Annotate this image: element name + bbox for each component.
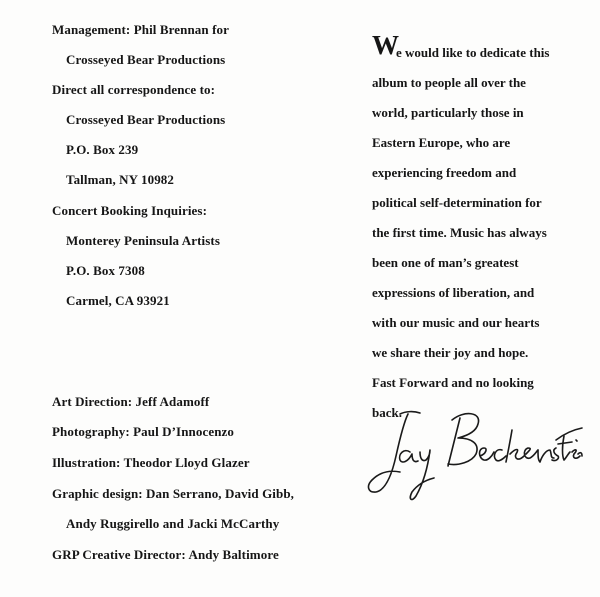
dedication-line: Fast Forward and no looking (372, 375, 534, 390)
dedication-line: the first time. Music has always (372, 225, 547, 240)
correspondence-heading: Direct all correspondence to: (52, 82, 216, 97)
dedication-line: expressions of liberation, and (372, 285, 535, 300)
dedication-line: been one of man’s greatest (372, 255, 519, 270)
management-company: Crosseyed Bear Productions (66, 52, 226, 67)
credit-photography: Photography: Paul D’Innocenzo (52, 424, 235, 439)
dedication-line: we share their joy and hope. (372, 345, 529, 360)
dedication-line: album to people all over the (372, 75, 526, 90)
correspondence-line: P.O. Box 239 (66, 142, 139, 157)
dedication-line: e would like to dedicate this (396, 45, 550, 60)
dedication-line: Eastern Europe, who are (372, 135, 511, 150)
dedication-line: experiencing freedom and (372, 165, 517, 180)
booking-heading: Concert Booking Inquiries: (52, 203, 208, 218)
dedication-line: back. (372, 405, 402, 420)
management-heading: Management: Phil Brennan for (52, 22, 229, 37)
handwritten-signature (360, 400, 585, 510)
correspondence-line: Tallman, NY 10982 (66, 172, 175, 187)
credit-creative-director: GRP Creative Director: Andy Baltimore (52, 547, 279, 562)
booking-line: P.O. Box 7308 (66, 263, 145, 278)
booking-line: Monterey Peninsula Artists (66, 233, 221, 248)
credit-illustration: Illustration: Theodor Lloyd Glazer (52, 455, 250, 470)
dedication-line: world, particularly those in (372, 105, 524, 120)
credit-art-direction: Art Direction: Jeff Adamoff (52, 394, 210, 409)
booking-line: Carmel, CA 93921 (66, 293, 170, 308)
dedication-line: political self-determination for (372, 195, 542, 210)
dedication-drop-cap: W (372, 30, 399, 60)
dedication-line: with our music and our hearts (372, 315, 540, 330)
correspondence-line: Crosseyed Bear Productions (66, 112, 226, 127)
credit-graphic-design: Graphic design: Dan Serrano, David Gibb, (52, 486, 295, 501)
credit-graphic-design-continued: Andy Ruggirello and Jacki McCarthy (66, 516, 280, 531)
